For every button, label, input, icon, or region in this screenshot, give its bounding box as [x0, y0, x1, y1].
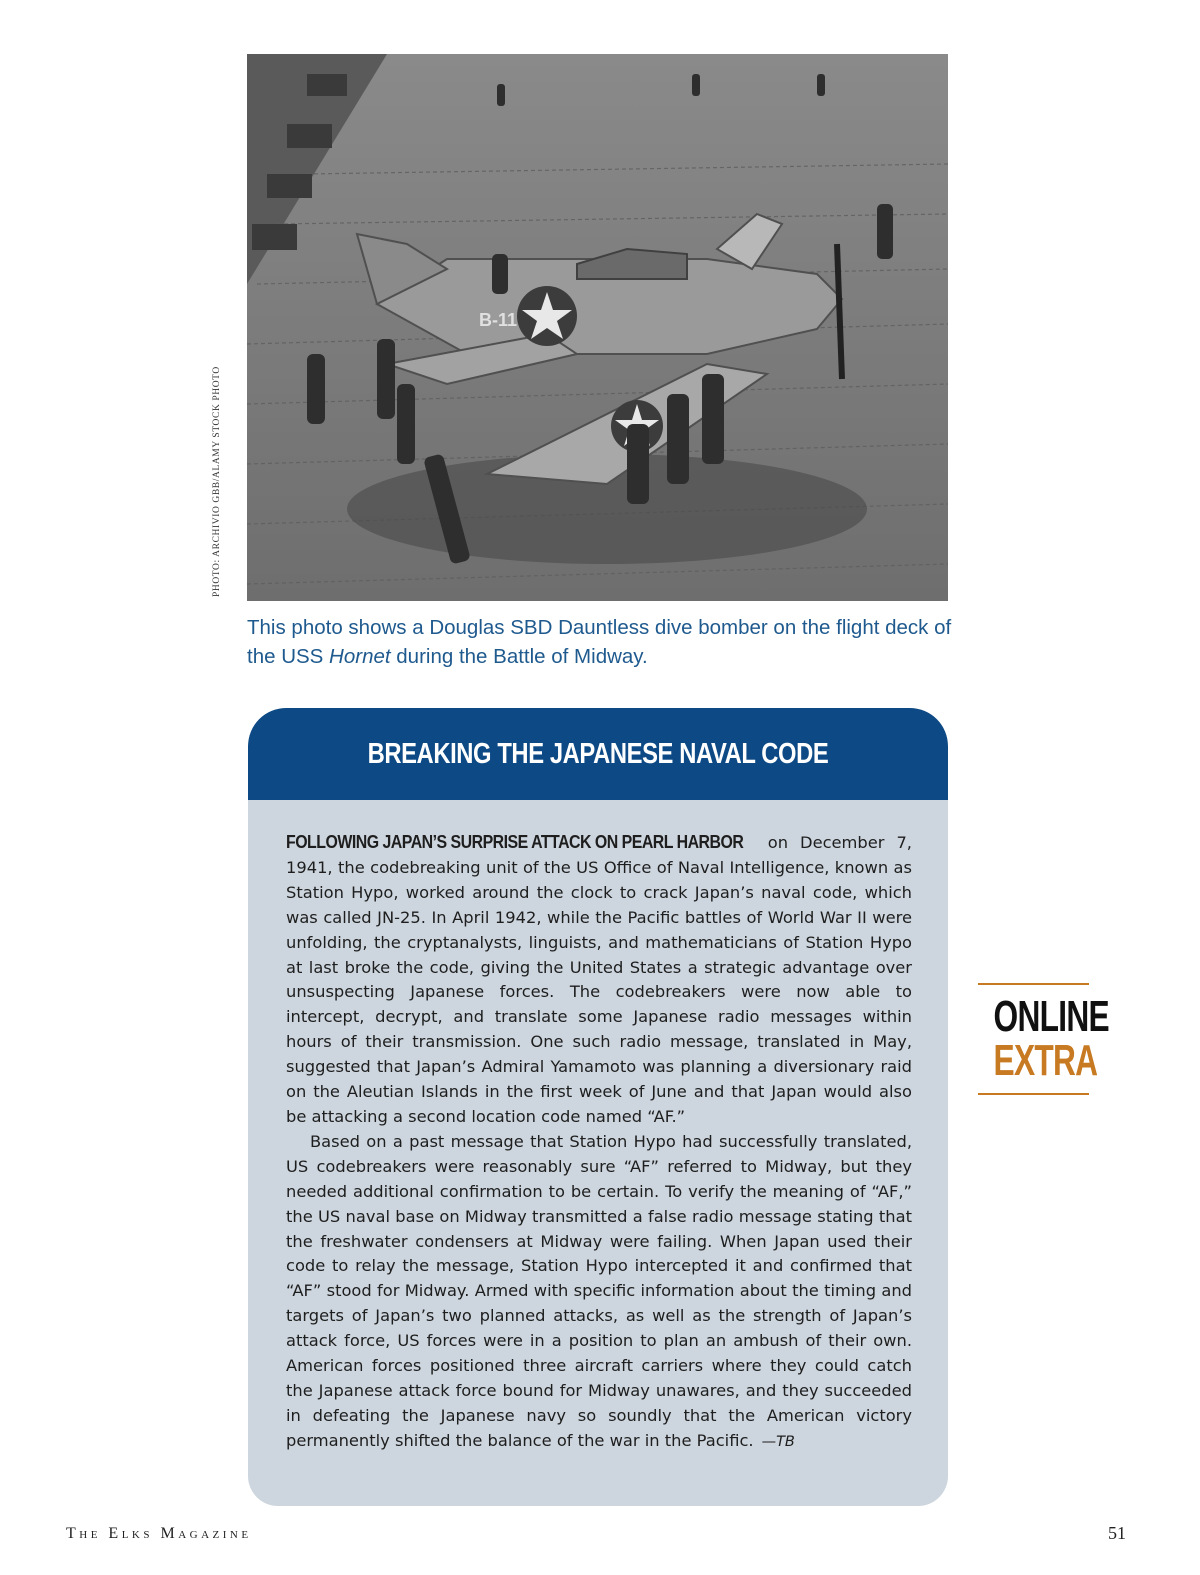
- caption-ship-name: Hornet: [329, 645, 391, 668]
- sidebar-header: [248, 708, 948, 800]
- footer-magazine-title: The Elks Magazine: [66, 1525, 252, 1542]
- sidebar-box: [248, 708, 948, 1506]
- dive-bomber-photo: [247, 54, 948, 601]
- photo-caption: [247, 613, 952, 671]
- online-extra-line1: ONLINE: [993, 992, 1109, 1041]
- caption-text-end: during the Battle of Midway.: [390, 645, 648, 668]
- sidebar-title: BREAKING THE JAPANESE NAVAL CODE: [367, 737, 829, 770]
- sidebar-paragraph-2: [286, 1130, 912, 1455]
- sidebar-body: [286, 830, 912, 1455]
- photo-credit: PHOTO: ARCHIVIO GBB/ALAMY STOCK PHOTO: [212, 366, 222, 597]
- sidebar-paragraph-1: [286, 830, 912, 1130]
- aircraft-marking: B-11: [479, 310, 518, 330]
- online-extra-line2: EXTRA: [993, 1036, 1098, 1085]
- sidebar-paragraph-1-text: on December 7, 1941, the codebreaking unit of the US Office of Naval Intelligence, known as Station Hypo, worked around the clock to crack Japan’s naval code, which was called JN-25. In April 1942, while the Pacific battles of World War II were unfolding, the cryptanalysts, linguists, and mathematicians of Station Hypo at last broke the code, giving the United States a strategic advantage over unsuspecting Japanese forces. The codebreakers were now able to intercept, decrypt, and translate some Japanese radio messages within hours of their transmission. One such radio message, translated in May, suggested that Japan’s Admiral Yamamoto was planning a diversionary raid on the Aleutian Islands in the first week of June and that Japan would also be attacking a second location code named “AF.”: [286, 833, 912, 1126]
- online-extra-badge[interactable]: [978, 983, 1109, 1095]
- sidebar-lead-in: FOLLOWING JAPAN’S SURPRISE ATTACK ON PEARL HARBOR: [286, 831, 744, 852]
- caption-text-start: This photo shows a Douglas SBD Dauntless dive bomber on the flight deck of the USS: [247, 616, 952, 668]
- author-signature: —TB: [761, 1433, 795, 1450]
- footer-page-number: 51: [1108, 1523, 1126, 1543]
- sidebar-paragraph-2-text: Based on a past message that Station Hypo had successfully translated, US codebreakers were reasonably sure “AF” referred to Midway, but they needed additional confirmation to be certain. To verify the meaning of “AF,” the US naval base on Midway transmitted a false radio message stating that the freshwater condensers at Midway were failing. When Japan used their code to relay the message, Station Hypo intercepted it and confirmed that “AF” stood for Midway. Armed with specific information about the timing and targets of Japan’s two planned attacks, as well as the strength of Japan’s attack force, US forces were in a position to plan an ambush of their own. American forces positioned three aircraft carriers where they could catch the Japanese attack force bound for Midway unawares, and they succeeded in defeating the Japanese navy so soundly that the American victory permanently shifted the balance of the war in the Pacific.: [286, 1131, 912, 1450]
